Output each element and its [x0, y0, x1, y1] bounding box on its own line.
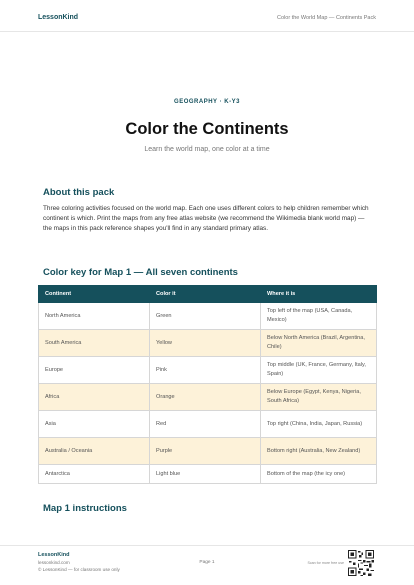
table-row — [39, 357, 377, 384]
footer-site: lessonkind.com — [38, 560, 70, 565]
continent-cell: Antarctica — [39, 465, 150, 484]
page-footer — [0, 545, 414, 585]
continent-cell: Africa — [39, 384, 150, 411]
about-heading: About this pack — [43, 187, 115, 198]
subject-eyebrow: GEOGRAPHY · K-Y3 — [174, 99, 240, 105]
location-cell: Top right (China, India, Japan, Russia) — [261, 411, 377, 438]
page-subtitle: Learn the world map, one color at a time — [144, 146, 270, 153]
continent-cell: Australia / Oceania — [39, 438, 150, 465]
qr-code-icon — [348, 550, 374, 576]
continent-cell: South America — [39, 330, 150, 357]
color-key-table — [38, 285, 377, 484]
location-cell: Bottom of the map (the icy one) — [261, 465, 377, 484]
qr-caption: Scan for more free use — [307, 561, 344, 565]
footer-copyright: © LessonKind — for classroom use only — [38, 567, 120, 572]
table-row — [39, 330, 377, 357]
continent-cell: Europe — [39, 357, 150, 384]
table-row — [39, 465, 377, 484]
color-cell: Red — [150, 411, 261, 438]
color-cell: Yellow — [150, 330, 261, 357]
continent-cell: Asia — [39, 411, 150, 438]
location-cell: Bottom right (Australia, New Zealand) — [261, 438, 377, 465]
location-cell: Below Europe (Egypt, Kenya, Nigeria, South Africa) — [261, 384, 377, 411]
brand-logo-text: LessonKind — [38, 14, 79, 21]
table-row — [39, 384, 377, 411]
page-number: Page 1 — [199, 560, 215, 565]
page-title: Color the Continents — [125, 120, 289, 138]
page-header — [0, 0, 414, 32]
table-row — [39, 438, 377, 465]
color-cell: Light blue — [150, 465, 261, 484]
color-cell: Orange — [150, 384, 261, 411]
column-header: Color it — [150, 286, 261, 303]
continent-cell: North America — [39, 303, 150, 330]
footer-brand: LessonKind — [38, 552, 70, 558]
location-cell: Below North America (Brazil, Argentina, Chile) — [261, 330, 377, 357]
column-header: Where it is — [261, 286, 377, 303]
map1-heading: Map 1 instructions — [43, 503, 127, 514]
about-body: Three coloring activities focused on the world map. Each one uses different colors to help children remember which continent is which. Print the maps from any free atlas website (we recommend the Wikimedia blank world map) — the maps in this pack reference shapes you'll find in any standard primary atlas. — [43, 205, 369, 232]
location-cell: Top middle (UK, France, Germany, Italy, Spain) — [261, 357, 377, 384]
table-row — [39, 411, 377, 438]
color-cell: Pink — [150, 357, 261, 384]
color-key-heading: Color key for Map 1 — All seven continents — [43, 267, 238, 278]
color-cell: Purple — [150, 438, 261, 465]
location-cell: Top left of the map (USA, Canada, Mexico) — [261, 303, 377, 330]
table-header-row — [39, 286, 377, 303]
pack-name: Color the World Map — Continents Pack — [277, 15, 376, 21]
color-cell: Green — [150, 303, 261, 330]
table-row — [39, 303, 377, 330]
column-header: Continent — [39, 286, 150, 303]
